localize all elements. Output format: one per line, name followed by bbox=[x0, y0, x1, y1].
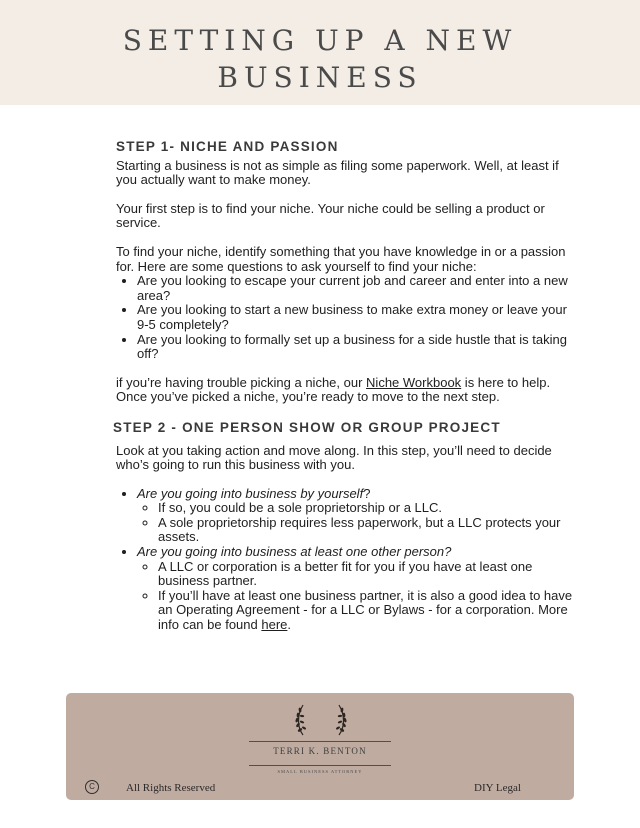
closing-text-after: is here to help. Once you’ve picked a niche, you’re ready to move to the next step. bbox=[116, 374, 551, 405]
list-item: • Are you looking to escape your current job and career and enter into a new area? bbox=[137, 274, 576, 303]
list-item: ◦ A LLC or corporation is a better fit for you if you have at least one business partner. bbox=[158, 560, 576, 589]
partner-sublist bbox=[137, 560, 576, 633]
step1-paragraph-1: Starting a business is not as simple as filing some paperwork. Well, at least if you actually want to make money. bbox=[116, 157, 559, 188]
copyright-icon: C bbox=[85, 780, 99, 794]
business-partner-list bbox=[116, 487, 576, 633]
step1-closing-paragraph bbox=[116, 376, 576, 405]
step1-paragraph-2: Your first step is to find your niche. Your niche could be selling a product or service. bbox=[116, 200, 545, 231]
niche-workbook-link[interactable]: Niche Workbook bbox=[366, 374, 462, 390]
closing-text-before: if you’re having trouble picking a niche, our bbox=[116, 374, 367, 390]
laurel-wreath-icon bbox=[276, 701, 366, 737]
step1-heading: STEP 1- NICHE AND PASSION bbox=[116, 139, 339, 154]
step2-heading: STEP 2 - ONE PERSON SHOW OR GROUP PROJECT bbox=[113, 419, 501, 435]
attorney-name: TERRI K. BENTON bbox=[273, 746, 367, 756]
question-solo: Are you going into business by yourself bbox=[137, 485, 364, 501]
footer-card bbox=[66, 693, 574, 800]
page-title-line-2: BUSINESS bbox=[217, 61, 423, 94]
here-link[interactable]: here bbox=[261, 617, 288, 633]
list-item bbox=[137, 487, 576, 545]
list-item bbox=[158, 589, 576, 633]
niche-questions-list bbox=[116, 274, 576, 362]
list-item: ◦ If so, you could be a sole proprietorship or a LLC. bbox=[158, 501, 576, 516]
list-item: • Are you looking to start a new business to make extra money or leave your 9-5 completely? bbox=[137, 303, 576, 332]
footer-divider-bottom bbox=[249, 765, 391, 766]
step1-paragraph-3: To find your niche, identify something that you have knowledge in or a passion for. Here are some questions to ask yourself to find your niche: bbox=[116, 243, 566, 274]
page-title bbox=[0, 22, 640, 96]
step2-intro: Look at you taking action and move along. In this step, you’ll need to decide who’s going to run this business with you. bbox=[116, 442, 552, 473]
list-item: • Are you looking to formally set up a business for a side hustle that is taking off? bbox=[137, 333, 576, 362]
more-info-text: If you’ll have at least one business partner, it is also a good idea to have an Operating Agreement - for a LLC or Bylaws - for a corporation. More info can be found bbox=[158, 587, 573, 633]
brand-name: DIY Legal bbox=[474, 782, 521, 794]
question-partner: Are you going into business at least one other person? bbox=[137, 544, 452, 560]
page-title-line-1: SETTING UP A NEW bbox=[122, 24, 518, 57]
more-info-period: . bbox=[287, 617, 292, 633]
solo-sublist bbox=[137, 501, 576, 545]
list-item: ◦ A sole proprietorship requires less paperwork, but a LLC protects your assets. bbox=[158, 516, 576, 545]
rights-reserved: All Rights Reserved bbox=[126, 782, 216, 794]
attorney-tagline: SMALL BUSINESS ATTORNEY bbox=[277, 769, 363, 774]
list-item bbox=[137, 545, 576, 633]
question-mark: ? bbox=[363, 485, 371, 501]
document-body bbox=[113, 139, 576, 647]
footer-divider-top bbox=[249, 741, 391, 742]
